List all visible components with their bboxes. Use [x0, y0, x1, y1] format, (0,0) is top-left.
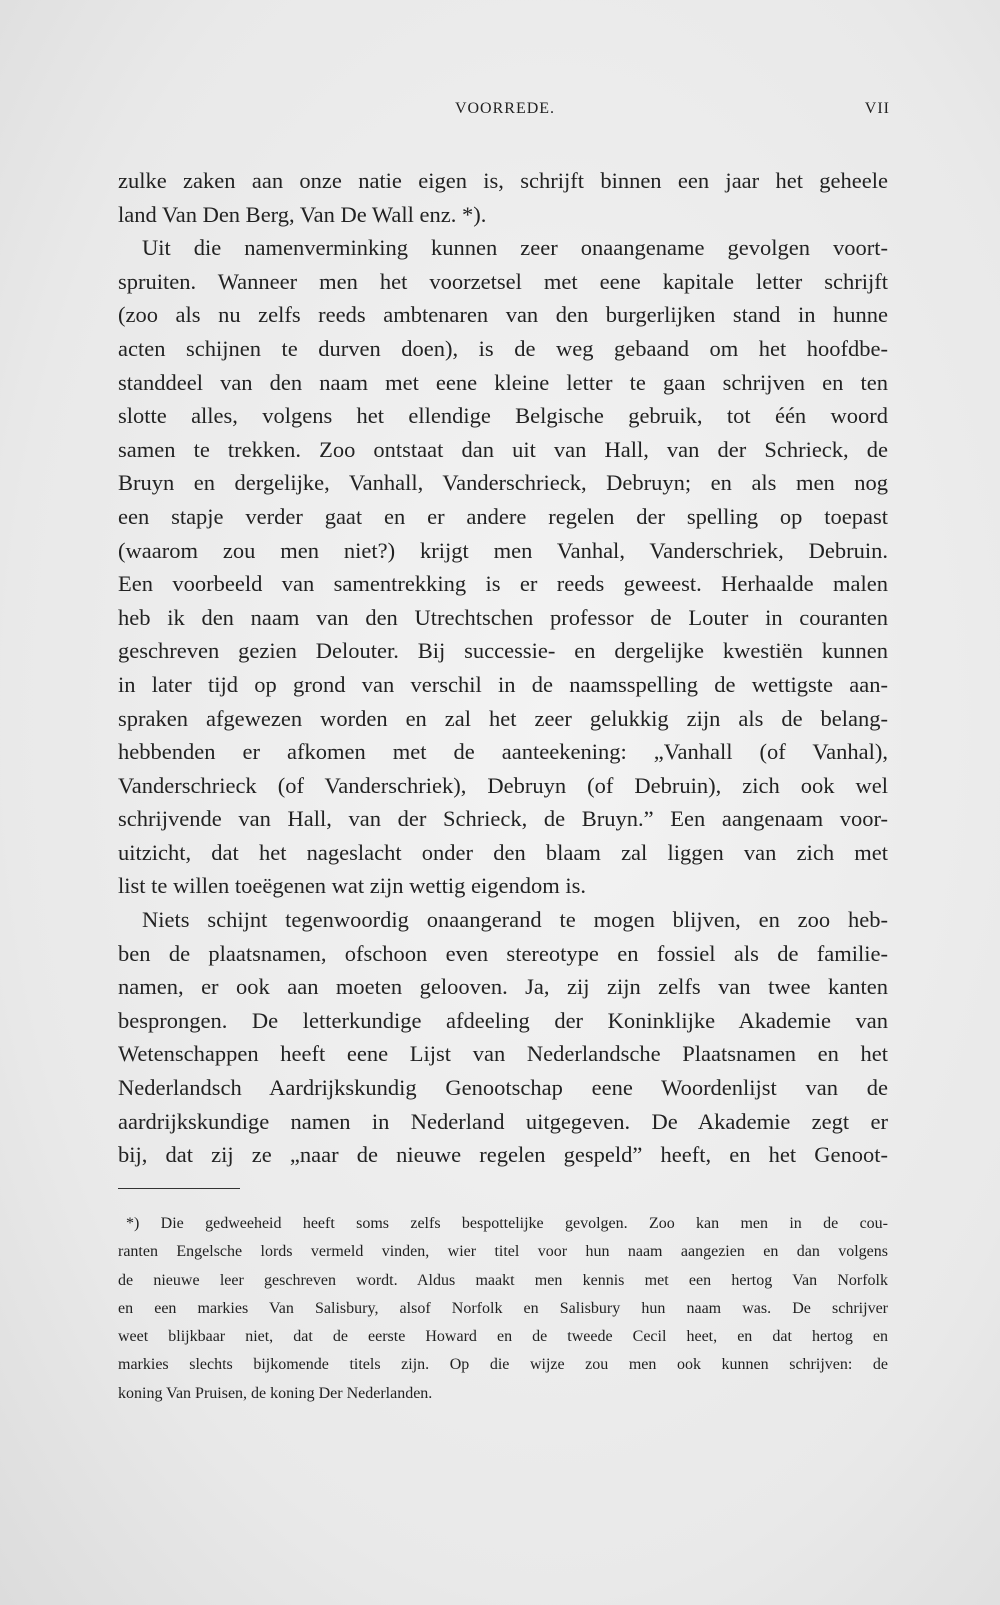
footnote-line: *) Die gedweeheid heeft soms zelfs bespottelijke gevolgen. Zoo kan men in de cou- — [126, 1215, 888, 1232]
footnote-line: en een markies Van Salisbury, alsof Norfolk en Salisbury hun naam was. De schrijver — [118, 1299, 888, 1317]
body-text — [118, 164, 888, 1172]
footnote-line: markies slechts bijkomende titels zijn. Op die wijze zou men ook kunnen schrijven: de — [118, 1356, 888, 1374]
text-line: Vanderschrieck (of Vanderschriek), Debruyn (of Debruin), zich ook wel — [118, 772, 888, 798]
text-line: Bruyn en dergelijke, Vanhall, Vanderschrieck, Debruyn; en als men nog — [118, 470, 888, 496]
text-line: namen, er ook aan moeten gelooven. Ja, zij zijn zelfs van twee kanten — [118, 974, 888, 1000]
text-line: Een voorbeeld van samentrekking is er reeds geweest. Herhaalde malen — [118, 571, 888, 597]
text-line: in later tijd op grond van verschil in de naamsspelling de wettigste aan- — [118, 671, 888, 697]
text-line: spruiten. Wanneer men het voorzetsel met eene kapitale letter schrijft — [118, 268, 888, 294]
page-number: VII — [864, 100, 890, 117]
text-line: Niets schijnt tegenwoordig onaangerand te mogen blijven, en zoo heb- — [142, 907, 888, 933]
text-line: Nederlandsch Aardrijkskundig Genootschap eene Woordenlijst van de — [118, 1075, 888, 1101]
footnote-line: weet blijkbaar niet, dat de eerste Howard en de tweede Cecil heet, en dat hertog en — [118, 1328, 888, 1346]
text-line: list te willen toeëgenen wat zijn wettig eigendom is. — [118, 873, 587, 899]
text-line: samen te trekken. Zoo ontstaat dan uit van Hall, van der Schrieck, de — [118, 436, 888, 462]
text-line: heb ik den naam van den Utrechtschen professor de Louter in couranten — [118, 604, 888, 630]
text-line: acten schijnen te durven doen), is de weg gebaand om het hoofdbe- — [118, 335, 888, 361]
text-line: bij, dat zij ze „naar de nieuwe regelen gespeld” heeft, en het Genoot- — [118, 1142, 888, 1168]
text-line: een stapje verder gaat en er andere regelen der spelling op toepast — [118, 503, 888, 529]
footnote-rule — [118, 1188, 240, 1189]
text-line: ben de plaatsnamen, ofschoon even stereotype en fossiel als de familie- — [118, 940, 888, 966]
footnote-line: koning Van Pruisen, de koning Der Nederlanden. — [118, 1384, 433, 1402]
text-line: slotte alles, volgens het ellendige Belgische gebruik, tot één woord — [118, 403, 888, 429]
footnote-line: de nieuwe leer geschreven wordt. Aldus maakt men kennis met een hertog Van Norfolk — [118, 1271, 888, 1289]
text-line: Uit die namenverminking kunnen zeer onaangename gevolgen voort- — [142, 235, 888, 261]
text-line: besprongen. De letterkundige afdeeling der Koninklijke Akademie van — [118, 1007, 888, 1033]
footnotes — [118, 1210, 888, 1408]
text-line: (zoo als nu zelfs reeds ambtenaren van den burgerlijken stand in hunne — [118, 302, 888, 328]
text-line: (waarom zou men niet?) krijgt men Vanhal, Vanderschriek, Debruin. — [118, 537, 888, 563]
text-line: uitzicht, dat het nageslacht onder den blaam zal liggen van zich met — [118, 839, 888, 865]
text-line: spraken afgewezen worden en zal het zeer gelukkig zijn als de belang- — [118, 705, 888, 731]
text-line: aardrijkskundige namen in Nederland uitgegeven. De Akademie zegt er — [118, 1108, 888, 1134]
text-line: hebbenden er afkomen met de aanteekening: „Vanhall (of Vanhal), — [118, 739, 888, 765]
text-line: standdeel van den naam met eene kleine letter te gaan schrijven en ten — [118, 369, 888, 395]
text-line: land Van Den Berg, Van De Wall enz. *). — [118, 201, 487, 227]
footnote-line: ranten Engelsche lords vermeld vinden, wier titel voor hun naam aangezien en dan volgens — [118, 1243, 888, 1261]
text-line: Wetenschappen heeft eene Lijst van Nederlandsche Plaatsnamen en het — [118, 1041, 888, 1067]
running-title: VOORREDE. — [454, 100, 556, 117]
text-line: schrijvende van Hall, van der Schrieck, de Bruyn.” Een aangenaam voor- — [118, 806, 888, 832]
page-header — [120, 100, 890, 130]
text-line: zulke zaken aan onze natie eigen is, schrijft binnen een jaar het geheele — [118, 168, 888, 193]
text-line: geschreven gezien Delouter. Bij successie- en dergelijke kwestiën kunnen — [118, 638, 888, 664]
